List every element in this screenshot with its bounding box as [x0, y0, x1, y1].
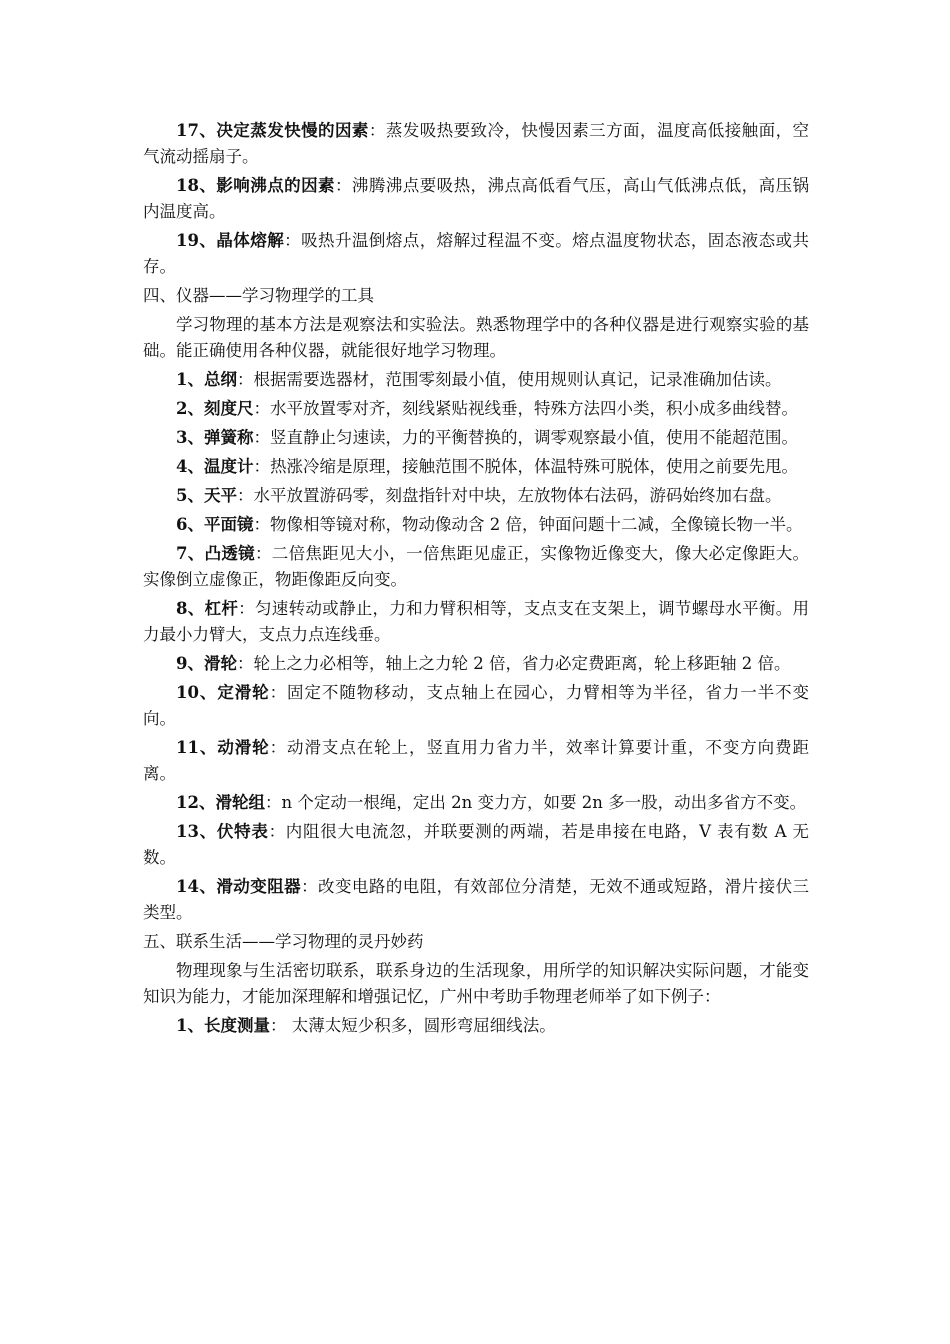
item-title: 6、平面镜 [176, 515, 254, 534]
list-item [143, 819, 809, 871]
item-title: 8、杠杆 [176, 599, 239, 618]
section-4-items [143, 367, 809, 926]
item-body: ：根据需要选器材，范围零刻最小值，使用规则认真记，记录准确加估读。 [236, 370, 782, 389]
item-body: ：n 个定动一根绳，定出 2n 变力方，如要 2n 多一股，动出多省方不变。 [264, 793, 807, 812]
item-body: ：固定不随物移动，支点轴上在园心，力臂相等为半径，省力一半不变向。 [143, 683, 809, 728]
item-title: 11、动滑轮 [176, 738, 270, 757]
item-body: ：轮上之力必相等，轴上之力轮 2 倍，省力必定费距离，轮上移距轴 2 倍。 [236, 654, 791, 673]
item-title: 1、总纲 [176, 370, 237, 389]
item-body: ：沸腾沸点要吸热，沸点高低看气压，高山气低沸点低，高压锅内温度高。 [143, 176, 810, 221]
item-body: ：水平放置游码零，刻盘指针对中块，左放物体右法码，游码始终加右盘。 [236, 486, 782, 505]
list-item [143, 874, 809, 926]
list-item [143, 118, 809, 170]
item-title: 9、滑轮 [176, 654, 237, 673]
item-title: 3、弹簧称 [176, 428, 254, 447]
list-item [143, 541, 809, 593]
section-4-intro: 学习物理的基本方法是观察法和实验法。熟悉物理学中的各种仪器是进行观察实验的基础。能正确使用各种仪器，就能很好地学习物理。 [143, 315, 809, 360]
list-item [143, 680, 809, 732]
item-title: 18、影响沸点的因素 [176, 176, 335, 195]
item-title: 5、天平 [176, 486, 237, 505]
item-title: 17、决定蒸发快慢的因素 [176, 121, 369, 140]
item-body: ：水平放置零对齐，刻线紧贴视线垂，特殊方法四小类，积小成多曲线替。 [253, 399, 798, 418]
item-body: ：物像相等镜对称，物动像动含 2 倍，钟面问题十二减，全像镜长物一半。 [253, 515, 803, 534]
list-item [143, 651, 809, 677]
item-title: 10、定滑轮 [176, 683, 270, 702]
list-item [143, 454, 809, 480]
list-item [143, 512, 809, 538]
document-page [143, 118, 809, 1039]
item-body: ：二倍焦距见大小，一倍焦距见虚正，实像物近像变大，像大必定像距大。实像倒立虚像正，物距像距反向变。 [143, 544, 810, 589]
list-item [143, 228, 809, 280]
item-title: 12、滑轮组 [176, 793, 265, 812]
list-item [143, 790, 809, 816]
section-5-intro: 物理现象与生活密切联系，联系身边的生活现象，用所学的知识解决实际问题，才能变知识为能力，才能加深理解和增强记忆，广州中考助手物理老师举了如下例子： [143, 961, 809, 1006]
item-body: ：蒸发吸热要致冷，快慢因素三方面，温度高低接触面，空气流动摇扇子。 [143, 121, 810, 166]
section-4-heading: 四、仪器——学习物理学的工具 [143, 286, 374, 305]
section-5-items [143, 1013, 809, 1039]
item-title: 7、凸透镜 [176, 544, 255, 563]
section-3-items [143, 118, 809, 280]
item-body: ：竖直静止匀速读，力的平衡替换的，调零观察最小值，使用不能超范围。 [253, 428, 798, 447]
item-body: ： 太薄太短少积多，圆形弯屈细线法。 [269, 1016, 556, 1035]
list-item [143, 396, 809, 422]
item-title: 14、滑动变阻器 [176, 877, 302, 896]
list-item [143, 367, 809, 393]
item-title: 4、温度计 [176, 457, 254, 476]
list-item [143, 425, 809, 451]
section-5-heading: 五、联系生活——学习物理的灵丹妙药 [143, 932, 424, 951]
item-body: ：内阻很大电流忽，并联要测的两端，若是串接在电路，V 表有数 A 无数。 [143, 822, 809, 867]
item-body: ：匀速转动或静止，力和力臂积相等，支点支在支架上，调节螺母水平衡。用力最小力臂大，支点力点连线垂。 [143, 599, 809, 644]
list-item [143, 596, 809, 648]
item-title: 2、刻度尺 [176, 399, 254, 418]
list-item [143, 173, 809, 225]
item-body: ：热涨冷缩是原理，接触范围不脱体，体温特殊可脱体，使用之前要先甩。 [253, 457, 798, 476]
item-body: ：改变电路的电阻，有效部位分清楚，无效不通或短路，滑片接伏三类型。 [143, 877, 810, 922]
list-item [143, 483, 809, 509]
item-body: ：动滑支点在轮上，竖直用力省力半，效率计算要计重，不变方向费距离。 [143, 738, 809, 783]
list-item [143, 735, 809, 787]
list-item [143, 1013, 809, 1039]
item-title: 1、长度测量 [176, 1016, 270, 1035]
item-body: ：吸热升温倒熔点，熔解过程温不变。熔点温度物状态，固态液态或共存。 [143, 231, 809, 276]
item-title: 19、晶体熔解 [176, 231, 285, 250]
item-title: 13、伏特表 [176, 822, 269, 841]
